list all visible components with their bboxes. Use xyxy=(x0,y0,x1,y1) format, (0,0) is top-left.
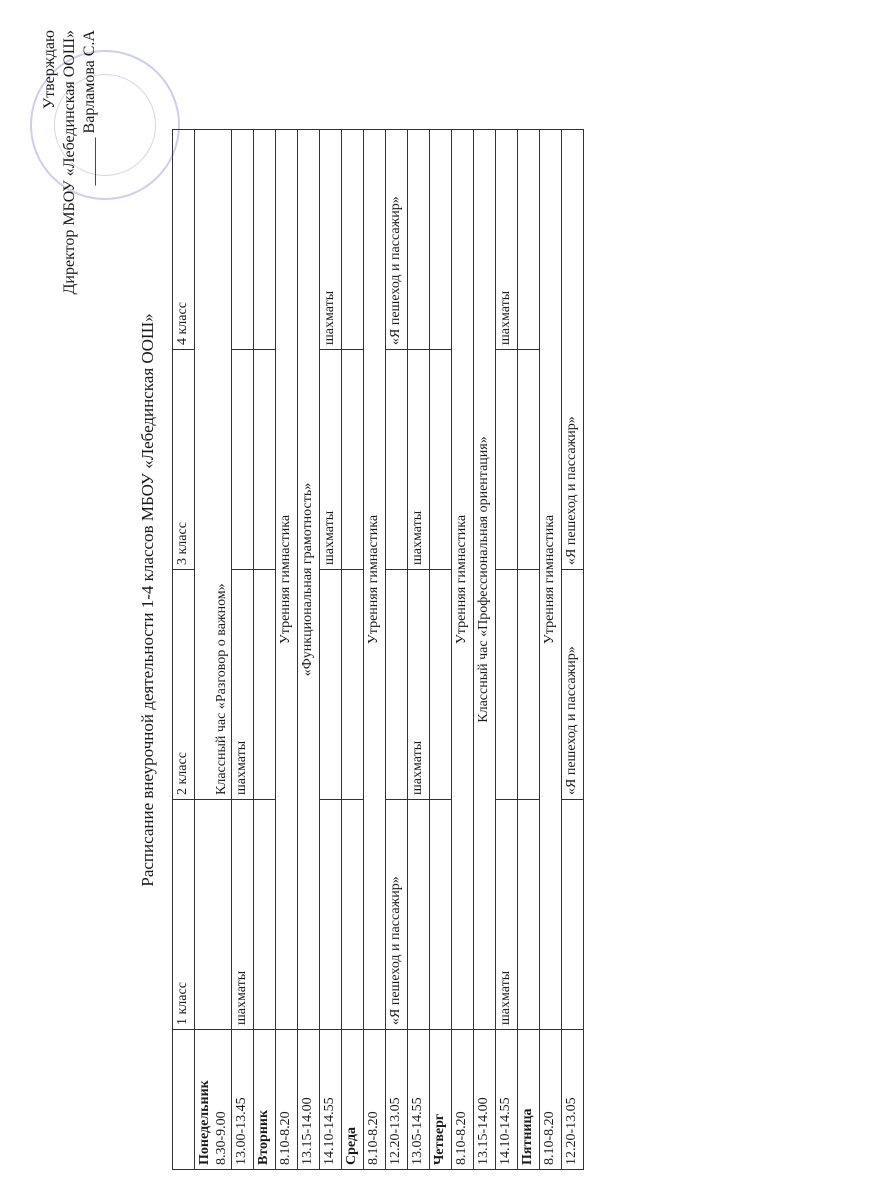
table-row xyxy=(540,130,562,1170)
table-row xyxy=(386,130,408,1170)
day-cell: Среда xyxy=(342,1030,364,1170)
time-cell: 8.10-8.20 xyxy=(540,1030,562,1170)
time-cell: 8.10-8.20 xyxy=(276,1030,298,1170)
approve-label: Утверждаю xyxy=(41,30,58,110)
cell-empty xyxy=(195,800,232,1030)
header-cell-class4: 4 класс xyxy=(173,130,195,350)
cell-all-classes: Классный час «Профессиональная ориентация» xyxy=(474,130,496,1030)
cell-all-classes: Утренняя гимнастика xyxy=(364,130,386,1030)
cell-class4: шахматы xyxy=(496,130,518,350)
cell-class4: шахматы xyxy=(320,130,342,350)
time-cell: 8.10-8.20 xyxy=(364,1030,386,1170)
cell-class3: шахматы xyxy=(320,350,342,570)
header-cell-class2: 2 класс xyxy=(173,570,195,800)
cell-all-classes: Утренняя гимнастика xyxy=(540,130,562,1030)
approval-block xyxy=(40,30,100,370)
cell-all-classes: «Функциональная грамотность» xyxy=(298,130,320,1030)
time-cell: 14.10-14.55 xyxy=(496,1030,518,1170)
time-cell xyxy=(195,1030,232,1170)
cell-class2: «Я пешеход и пассажир» xyxy=(562,570,584,800)
cell-class1: «Я пешеход и пассажир» xyxy=(386,800,408,1030)
document-title: Расписание внеурочной деятельности 1-4 классов МБОУ «Лебединская ООШ» xyxy=(138,313,157,887)
director-label: Директор МБОУ «Лебединская ООШ» xyxy=(61,30,78,295)
time-cell: 13.05-14.55 xyxy=(408,1030,430,1170)
cell-class2: шахматы xyxy=(232,570,254,800)
table-row xyxy=(320,130,342,1170)
header-cell-empty xyxy=(173,1030,195,1170)
table-row xyxy=(452,130,474,1170)
header-cell-class3: 3 класс xyxy=(173,350,195,570)
cell-all-classes: Утренняя гимнастика xyxy=(452,130,474,1030)
time-cell: 12.20-13.05 xyxy=(562,1030,584,1170)
table-row xyxy=(562,130,584,1170)
cell-class3: шахматы xyxy=(408,350,430,570)
signature-name: Варламова С.А xyxy=(81,30,98,134)
table-row xyxy=(276,130,298,1170)
table-row xyxy=(474,130,496,1170)
cell-all-classes: Утренняя гимнастика xyxy=(276,130,298,1030)
cell-class3-4: «Я пешеход и пассажир» xyxy=(562,130,584,570)
time-label: 8.30-9.00 xyxy=(214,1111,229,1165)
cell-class1: шахматы xyxy=(496,800,518,1030)
table-row xyxy=(364,130,386,1170)
table-row xyxy=(408,130,430,1170)
time-cell: 13.15-14.00 xyxy=(474,1030,496,1170)
cell-class4: «Я пешеход и пассажир» xyxy=(386,130,408,350)
table-row xyxy=(254,130,276,1170)
header-cell-class1: 1 класс xyxy=(173,800,195,1030)
time-cell: 8.10-8.20 xyxy=(452,1030,474,1170)
schedule-table xyxy=(172,129,584,1170)
cell-class3 xyxy=(232,350,254,570)
table-row xyxy=(342,130,364,1170)
cell-class1: шахматы xyxy=(232,800,254,1030)
day-label: Понедельник xyxy=(197,1080,212,1165)
time-cell: 14.10-14.55 xyxy=(320,1030,342,1170)
table-row xyxy=(195,130,232,1170)
time-cell: 13.00-13.45 xyxy=(232,1030,254,1170)
table-row xyxy=(496,130,518,1170)
cell-class4 xyxy=(232,130,254,350)
time-cell: 13.15-14.00 xyxy=(298,1030,320,1170)
activity-label: Классный час «Разговор о важном» xyxy=(214,583,229,795)
table-header-row xyxy=(173,130,195,1170)
cell-class2: шахматы xyxy=(408,570,430,800)
table-row xyxy=(430,130,452,1170)
table-row xyxy=(298,130,320,1170)
day-cell: Вторник xyxy=(254,1030,276,1170)
cell-all-classes xyxy=(195,130,232,800)
time-cell: 12.20-13.05 xyxy=(386,1030,408,1170)
day-cell: Четверг xyxy=(430,1030,452,1170)
signature-line: ______ Варламова С.А xyxy=(81,30,98,186)
day-cell: Пятница xyxy=(518,1030,540,1170)
table-row xyxy=(518,130,540,1170)
table-row xyxy=(232,130,254,1170)
